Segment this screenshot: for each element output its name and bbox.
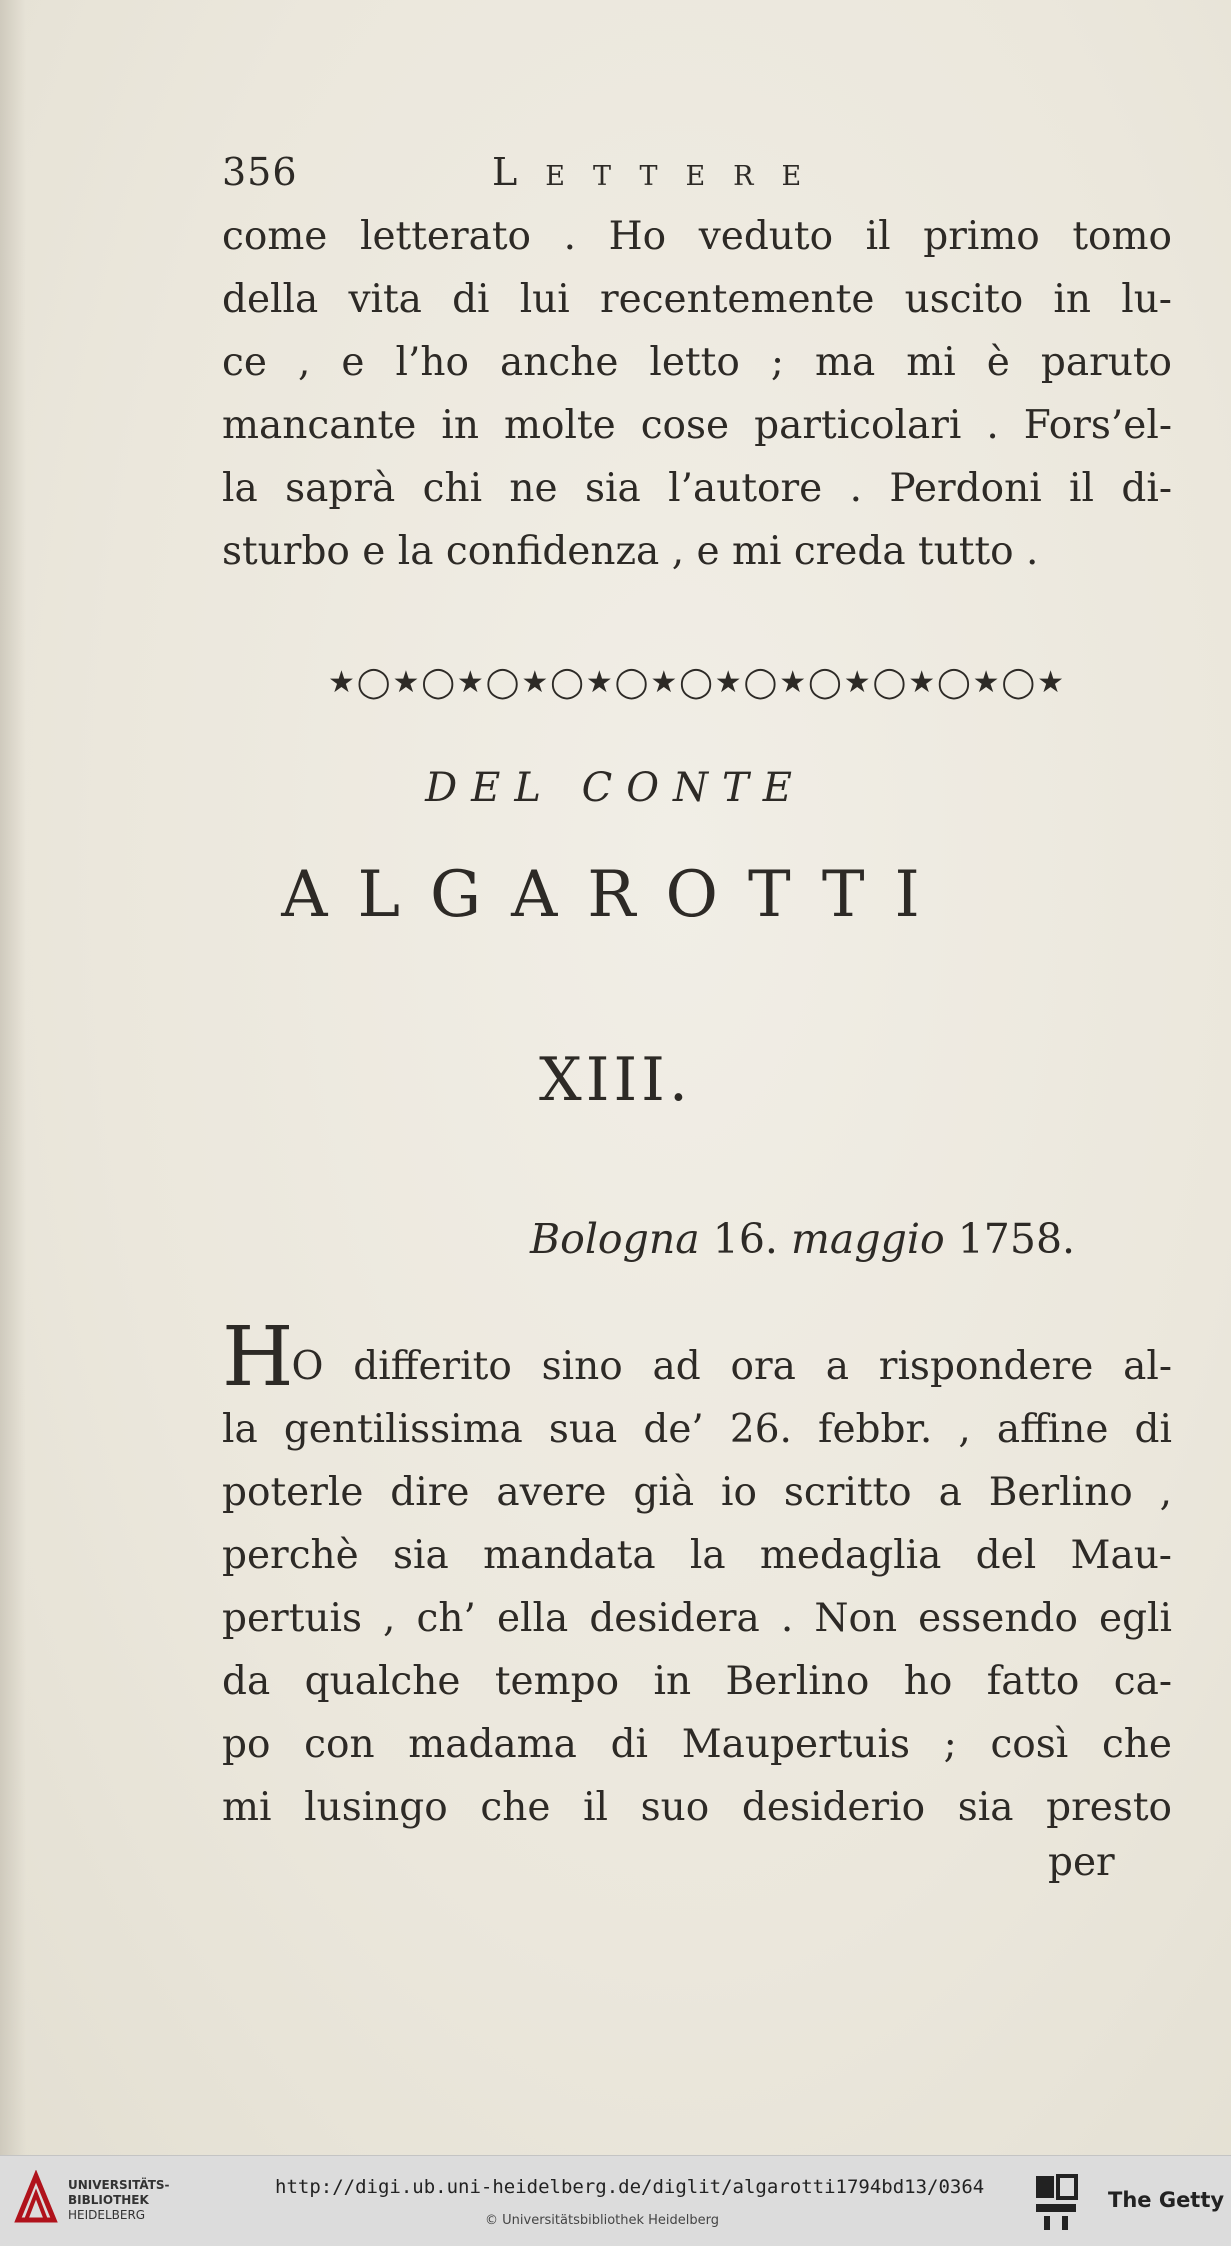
permalink[interactable]: http://digi.ub.uni-heidelberg.de/diglit/algarotti1794bd13/0364	[275, 2176, 985, 2198]
ornamental-divider: ★◯★◯★◯★◯★◯★◯★◯★◯★◯★◯★◯★	[327, 665, 1067, 700]
letter-body	[222, 1310, 1172, 1839]
text-line: come letterato . Ho veduto il primo tomo	[222, 214, 1172, 259]
text-line: ce , e l’ho anche letto ; ma mi è paruto	[222, 340, 1172, 385]
heading-author-name: ALGAROTTI	[281, 858, 950, 932]
text-line: la gentilissima sua de’ 26. febbr. , affine di	[222, 1407, 1172, 1452]
dateline-city: Bologna	[530, 1215, 700, 1263]
first-line-text: O differito sino ad ora a rispondere al-	[291, 1344, 1172, 1389]
dateline-year: 1758.	[957, 1215, 1076, 1263]
text-line: mi lusingo che il suo desiderio sia presto	[222, 1785, 1172, 1830]
text-line: poterle dire avere già io scritto a Berlino ,	[222, 1470, 1172, 1515]
heading-del-conte: DEL CONTE	[425, 765, 806, 811]
page-number: 356	[222, 150, 298, 194]
page-header	[222, 150, 922, 200]
copyright-notice: © Universitätsbibliothek Heidelberg	[485, 2213, 720, 2228]
letter-number: XIII.	[539, 1045, 692, 1115]
text-line: sturbo e la confidenza , e mi creda tutto .	[222, 529, 1039, 574]
text-line: da qualche tempo in Berlino ho fatto ca-	[222, 1659, 1172, 1704]
text-line-first	[222, 1310, 1172, 1405]
sponsor-name: The Getty	[1108, 2188, 1225, 2212]
getty-logo-icon	[1034, 2174, 1082, 2232]
viewer-footer	[0, 2155, 1231, 2246]
library-name: UNIVERSITÄTS- BIBLIOTHEK HEIDELBERG	[68, 2178, 170, 2222]
text-line: la saprà chi ne sia l’autore . Perdoni il di-	[222, 466, 1172, 511]
paragraph-continued	[222, 205, 1172, 583]
text-line: pertuis , ch’ ella desidera . Non essendo egli	[222, 1596, 1172, 1641]
dateline	[530, 1215, 1075, 1263]
dateline-day: 16.	[712, 1215, 778, 1263]
text-line: mancante in molte cose particolari . Fors’el-	[222, 403, 1172, 448]
drop-cap: H	[222, 1310, 292, 1405]
running-title: Lettere	[492, 150, 830, 194]
university-library-logo-icon	[12, 2170, 60, 2230]
catchword: per	[1048, 1840, 1115, 1885]
text-line: della vita di lui recentemente uscito in lu-	[222, 277, 1172, 322]
dateline-month: maggio	[791, 1215, 945, 1263]
text-line: po con madama di Maupertuis ; così che	[222, 1722, 1172, 1767]
text-line: perchè sia mandata la medaglia del Mau-	[222, 1533, 1172, 1578]
